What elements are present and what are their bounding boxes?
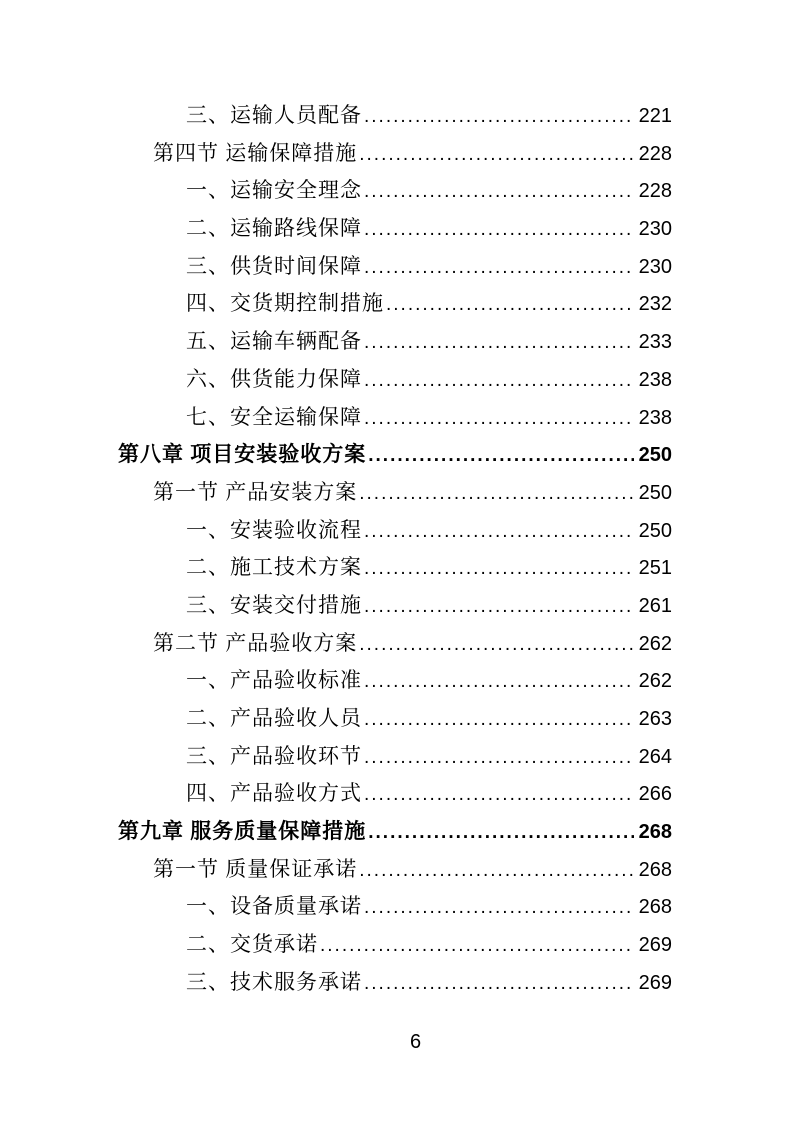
toc-entry-title: 一、运输安全理念: [186, 178, 362, 203]
toc-leader-dots: [364, 888, 634, 927]
toc-leader-dots: [359, 625, 633, 664]
toc-entry-page: 233: [638, 331, 672, 354]
toc-entry-title: 第九章 服务质量保障措施: [118, 819, 367, 844]
toc-entry-title: 一、产品验收标准: [186, 668, 362, 693]
toc-leader-dots: [364, 399, 634, 438]
toc-leader-dots: [364, 172, 634, 211]
toc-entry-title: 五、运输车辆配备: [186, 329, 362, 354]
toc-entry[interactable]: [118, 436, 672, 474]
toc-entry-page: 268: [638, 821, 672, 844]
toc-entry[interactable]: [118, 926, 672, 964]
toc-entry[interactable]: [118, 549, 672, 587]
toc-entry-title: 三、供货时间保障: [186, 253, 362, 278]
toc-leader-dots: [359, 135, 633, 174]
toc-leader-dots: [364, 323, 634, 362]
toc-leader-dots: [368, 436, 633, 475]
toc-entry[interactable]: [118, 97, 672, 135]
toc-leader-dots: [364, 738, 634, 777]
toc-entry[interactable]: [118, 474, 672, 512]
toc-entry-page: 230: [638, 255, 672, 278]
toc-entry[interactable]: [118, 662, 672, 700]
toc-list: [118, 97, 672, 1002]
toc-entry-title: 三、运输人员配备: [186, 103, 362, 127]
toc-entry[interactable]: [118, 625, 672, 663]
toc-entry[interactable]: [118, 738, 672, 776]
toc-entry-title: 四、交货期控制措施: [186, 291, 384, 316]
toc-entry-title: 七、安全运输保障: [186, 404, 362, 429]
toc-entry-page: 250: [638, 444, 672, 467]
toc-leader-dots: [386, 285, 634, 324]
toc-entry[interactable]: [118, 248, 672, 286]
toc-entry-page: 238: [638, 368, 672, 391]
toc-leader-dots: [364, 587, 634, 626]
toc-entry-page: 269: [638, 934, 672, 957]
toc-leader-dots: [320, 926, 634, 965]
toc-entry[interactable]: [118, 361, 672, 399]
toc-entry-title: 六、供货能力保障: [186, 366, 362, 391]
toc-entry-page: 221: [638, 105, 672, 127]
toc-entry[interactable]: [118, 775, 672, 813]
toc-entry-page: 262: [638, 670, 672, 693]
footer-page-number: 6: [409, 1031, 422, 1053]
toc-leader-dots: [364, 512, 634, 551]
toc-entry[interactable]: [118, 888, 672, 926]
toc-leader-dots: [364, 361, 634, 400]
toc-leader-dots: [364, 700, 634, 739]
toc-entry-page: 264: [638, 745, 672, 768]
toc-entry-page: 262: [638, 632, 672, 655]
toc-entry[interactable]: [118, 210, 672, 248]
toc-entry-page: 228: [638, 142, 672, 165]
toc-leader-dots: [359, 851, 633, 890]
toc-entry-title: 三、产品验收环节: [186, 743, 362, 768]
toc-leader-dots: [368, 813, 633, 852]
toc-entry-title: 二、产品验收人员: [186, 706, 362, 730]
toc-entry-title: 四、产品验收方式: [186, 781, 362, 806]
toc-leader-dots: [364, 775, 634, 814]
toc-entry-page: 263: [638, 708, 672, 730]
toc-entry-page: 261: [638, 594, 672, 617]
toc-entry-title: 三、安装交付措施: [186, 592, 362, 617]
toc-entry-title: 二、施工技术方案: [186, 555, 362, 580]
toc-leader-dots: [364, 662, 634, 701]
toc-entry-page: 266: [638, 783, 672, 806]
toc-entry[interactable]: [118, 172, 672, 210]
toc-entry[interactable]: [118, 964, 672, 1002]
toc-entry-title: 第一节 质量保证承诺: [153, 856, 358, 881]
toc-entry-title: 第一节 产品安装方案: [153, 479, 358, 504]
page-footer: [0, 1024, 793, 1062]
toc-leader-dots: [364, 964, 634, 1003]
toc-entry-title: 第二节 产品验收方案: [153, 630, 358, 655]
toc-entry-page: 232: [638, 293, 672, 316]
toc-entry-title: 二、交货承诺: [186, 932, 318, 957]
toc-entry[interactable]: [118, 851, 672, 889]
toc-entry[interactable]: [118, 512, 672, 550]
toc-entry-title: 一、安装验收流程: [186, 517, 362, 542]
toc-entry[interactable]: [118, 285, 672, 323]
toc-leader-dots: [364, 549, 634, 588]
toc-entry-page: 268: [638, 858, 672, 881]
toc-entry-page: 269: [638, 971, 672, 994]
toc-entry-page: 228: [638, 180, 672, 203]
toc-entry-title: 三、技术服务承诺: [186, 969, 362, 994]
toc-entry[interactable]: [118, 813, 672, 851]
toc-entry-page: 238: [638, 406, 672, 429]
toc-entry[interactable]: [118, 135, 672, 173]
toc-entry-title: 第四节 运输保障措施: [153, 140, 358, 165]
toc-entry[interactable]: [118, 700, 672, 738]
toc-entry[interactable]: [118, 399, 672, 437]
toc-entry-title: 第八章 项目安装验收方案: [118, 442, 367, 467]
toc-entry-page: 250: [638, 519, 672, 542]
toc-leader-dots: [364, 97, 634, 136]
toc-leader-dots: [364, 248, 634, 287]
toc-entry-page: 268: [638, 896, 672, 919]
toc-entry-page: 230: [638, 218, 672, 241]
toc-entry[interactable]: [118, 587, 672, 625]
toc-entry[interactable]: [118, 323, 672, 361]
toc-entry-title: 二、运输路线保障: [186, 216, 362, 241]
toc-entry-page: 250: [638, 481, 672, 504]
toc-leader-dots: [364, 210, 634, 249]
toc-leader-dots: [359, 474, 633, 513]
toc-entry-page: 251: [638, 557, 672, 580]
toc-entry-title: 一、设备质量承诺: [186, 894, 362, 919]
